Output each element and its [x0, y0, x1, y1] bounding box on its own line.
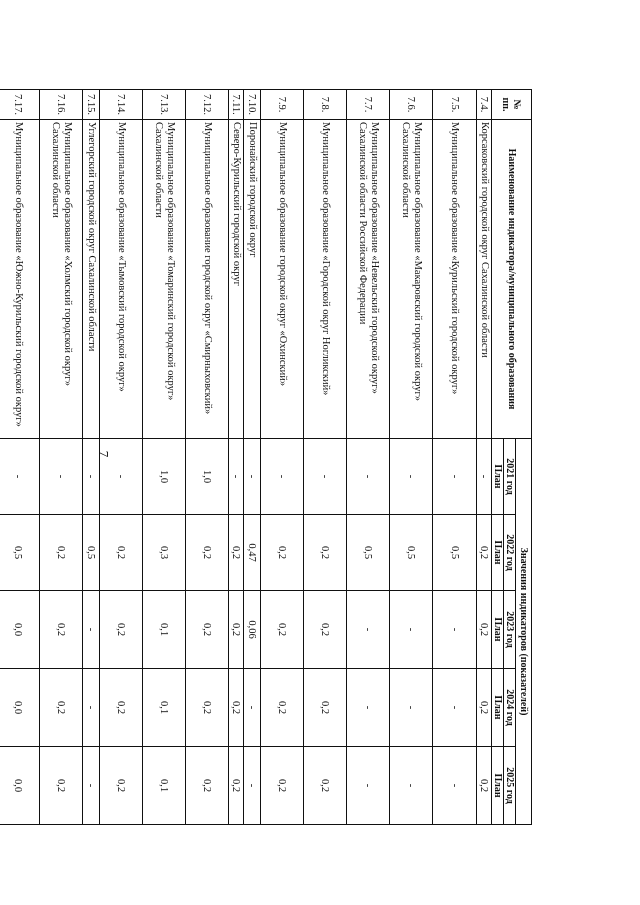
row-name: Корсаковский городской округ Сахалинской области — [477, 120, 492, 439]
row-number: 7.10. — [244, 90, 261, 120]
row-value: - — [83, 591, 100, 669]
row-value: 0,2 — [304, 591, 347, 669]
row-value: 0,2 — [261, 515, 304, 591]
row-value: 0,2 — [40, 669, 83, 747]
row-value: 0,2 — [261, 669, 304, 747]
row-number: 7.16. — [40, 90, 83, 120]
table-row — [229, 90, 244, 825]
table-row — [100, 90, 143, 825]
row-value: - — [390, 747, 433, 825]
row-value: 0,2 — [100, 747, 143, 825]
row-value: 0,2 — [261, 747, 304, 825]
table-row — [40, 90, 83, 825]
header-year: 2021 год — [504, 439, 516, 515]
row-value: 1,0 — [143, 439, 186, 515]
row-value: 0,2 — [100, 591, 143, 669]
row-name: Муниципальное образование городской округ «Охинский» — [261, 120, 304, 439]
row-value: 0,47 — [244, 515, 261, 591]
row-name: Северо-Курильский городской округ — [229, 120, 244, 439]
row-value: - — [433, 669, 477, 747]
row-name: Муниципальное образование «Невельский городской округ» Сахалинской области Российской Федерации — [347, 120, 390, 439]
table-row — [433, 90, 477, 825]
row-value: - — [244, 747, 261, 825]
row-value: 0,3 — [143, 515, 186, 591]
row-value: 0,5 — [83, 515, 100, 591]
header-year: 2025 год — [504, 747, 516, 825]
row-value: - — [40, 439, 83, 515]
table-row — [304, 90, 347, 825]
header-year: 2022 год — [504, 515, 516, 591]
row-value: - — [347, 591, 390, 669]
row-value: - — [433, 439, 477, 515]
row-number: 7.6. — [390, 90, 433, 120]
row-value: 0,0 — [0, 747, 40, 825]
row-number: 7.11. — [229, 90, 244, 120]
row-name: Муниципальное образование городской округ «Смирныховский» — [186, 120, 229, 439]
row-value: - — [347, 439, 390, 515]
row-value: 0,2 — [477, 515, 492, 591]
row-value: - — [229, 439, 244, 515]
indicator-table — [0, 89, 532, 825]
header-year: 2024 год — [504, 669, 516, 747]
table-row — [244, 90, 261, 825]
row-number: 7.7. — [347, 90, 390, 120]
header-plan: План — [492, 669, 504, 747]
row-name: Муниципальное образование «Макаровский городской округ» Сахалинской области — [390, 120, 433, 439]
row-value: 0,2 — [40, 591, 83, 669]
row-value: - — [433, 747, 477, 825]
row-value: - — [347, 747, 390, 825]
row-value: 0,5 — [347, 515, 390, 591]
row-number: 7.4. — [477, 90, 492, 120]
row-value: 0,2 — [40, 747, 83, 825]
row-name: Муниципальное образование «Томаринский городской округ» Сахалинской области — [143, 120, 186, 439]
row-value: 0,2 — [186, 591, 229, 669]
row-value: 0,2 — [477, 591, 492, 669]
row-value: 0,2 — [186, 747, 229, 825]
row-value: 0,2 — [229, 515, 244, 591]
table-row — [261, 90, 304, 825]
row-value: - — [83, 439, 100, 515]
row-value: 0,2 — [304, 515, 347, 591]
row-number: 7.17. — [0, 90, 40, 120]
row-value: 0,2 — [186, 669, 229, 747]
row-number: 7.12. — [186, 90, 229, 120]
row-value: 1,0 — [186, 439, 229, 515]
header-year: 2023 год — [504, 591, 516, 669]
row-number: 7.13. — [143, 90, 186, 120]
header-indicator-name: Наименование индикатора/муниципального образования — [492, 120, 532, 439]
row-value: 0,06 — [244, 591, 261, 669]
row-number: 7.5. — [433, 90, 477, 120]
row-value: - — [347, 669, 390, 747]
row-value: - — [244, 669, 261, 747]
header-indicator-values: Значения индикаторов (показателей) — [516, 439, 532, 825]
row-name: Муниципальное образование «Тымовский городской округ» — [100, 120, 143, 439]
row-value: 0,2 — [304, 669, 347, 747]
table-row — [83, 90, 100, 825]
table-row — [477, 90, 492, 825]
row-value: - — [0, 439, 40, 515]
row-value: 0,2 — [477, 747, 492, 825]
row-value: 0,5 — [433, 515, 477, 591]
table-row — [347, 90, 390, 825]
row-name: Муниципальное образование «Южно-Курильский городской округ» — [0, 120, 40, 439]
header-plan: План — [492, 591, 504, 669]
row-value: - — [244, 439, 261, 515]
row-value: 0,2 — [229, 591, 244, 669]
header-plan: План — [492, 439, 504, 515]
table-row — [186, 90, 229, 825]
page-number: 7 — [96, 450, 112, 458]
header-plan: План — [492, 515, 504, 591]
row-value: - — [100, 439, 143, 515]
row-number: 7.15. — [83, 90, 100, 120]
row-value: - — [477, 439, 492, 515]
row-value: 0,2 — [261, 591, 304, 669]
row-number: 7.14. — [100, 90, 143, 120]
row-value: 0,2 — [229, 669, 244, 747]
row-value: - — [390, 591, 433, 669]
row-name: Муниципальное образование «Курильский городской округ» — [433, 120, 477, 439]
row-value: - — [390, 439, 433, 515]
header-plan: План — [492, 747, 504, 825]
row-value: - — [261, 439, 304, 515]
row-value: 0,1 — [143, 669, 186, 747]
indicator-table-sheet — [12, 89, 532, 824]
row-value: 0,1 — [143, 747, 186, 825]
row-value: 0,5 — [0, 515, 40, 591]
table-row — [143, 90, 186, 825]
table-row — [0, 90, 40, 825]
row-name: Углегорский городской округ Сахалинской области — [83, 120, 100, 439]
row-value: 0,2 — [304, 747, 347, 825]
row-value: - — [83, 669, 100, 747]
row-name: Поронайский городской округ — [244, 120, 261, 439]
row-value: 0,2 — [100, 669, 143, 747]
row-value: - — [83, 747, 100, 825]
row-number: 7.8. — [304, 90, 347, 120]
row-number: 7.9. — [261, 90, 304, 120]
row-value: 0,1 — [143, 591, 186, 669]
row-name: Муниципальное образование «Холмский городской округ» Сахалинской области — [40, 120, 83, 439]
row-value: - — [304, 439, 347, 515]
row-name: Муниципальное образование «Городской округ Ногликский» — [304, 120, 347, 439]
row-value: 0,2 — [186, 515, 229, 591]
row-value: - — [433, 591, 477, 669]
row-value: 0,2 — [477, 669, 492, 747]
row-value: 0,0 — [0, 669, 40, 747]
row-value: 0,2 — [40, 515, 83, 591]
row-value: 0,2 — [229, 747, 244, 825]
header-number: № пп. — [492, 90, 532, 120]
row-value: - — [390, 669, 433, 747]
table-row — [390, 90, 433, 825]
row-value: 0,0 — [0, 591, 40, 669]
row-value: 0,5 — [390, 515, 433, 591]
row-value: 0,2 — [100, 515, 143, 591]
